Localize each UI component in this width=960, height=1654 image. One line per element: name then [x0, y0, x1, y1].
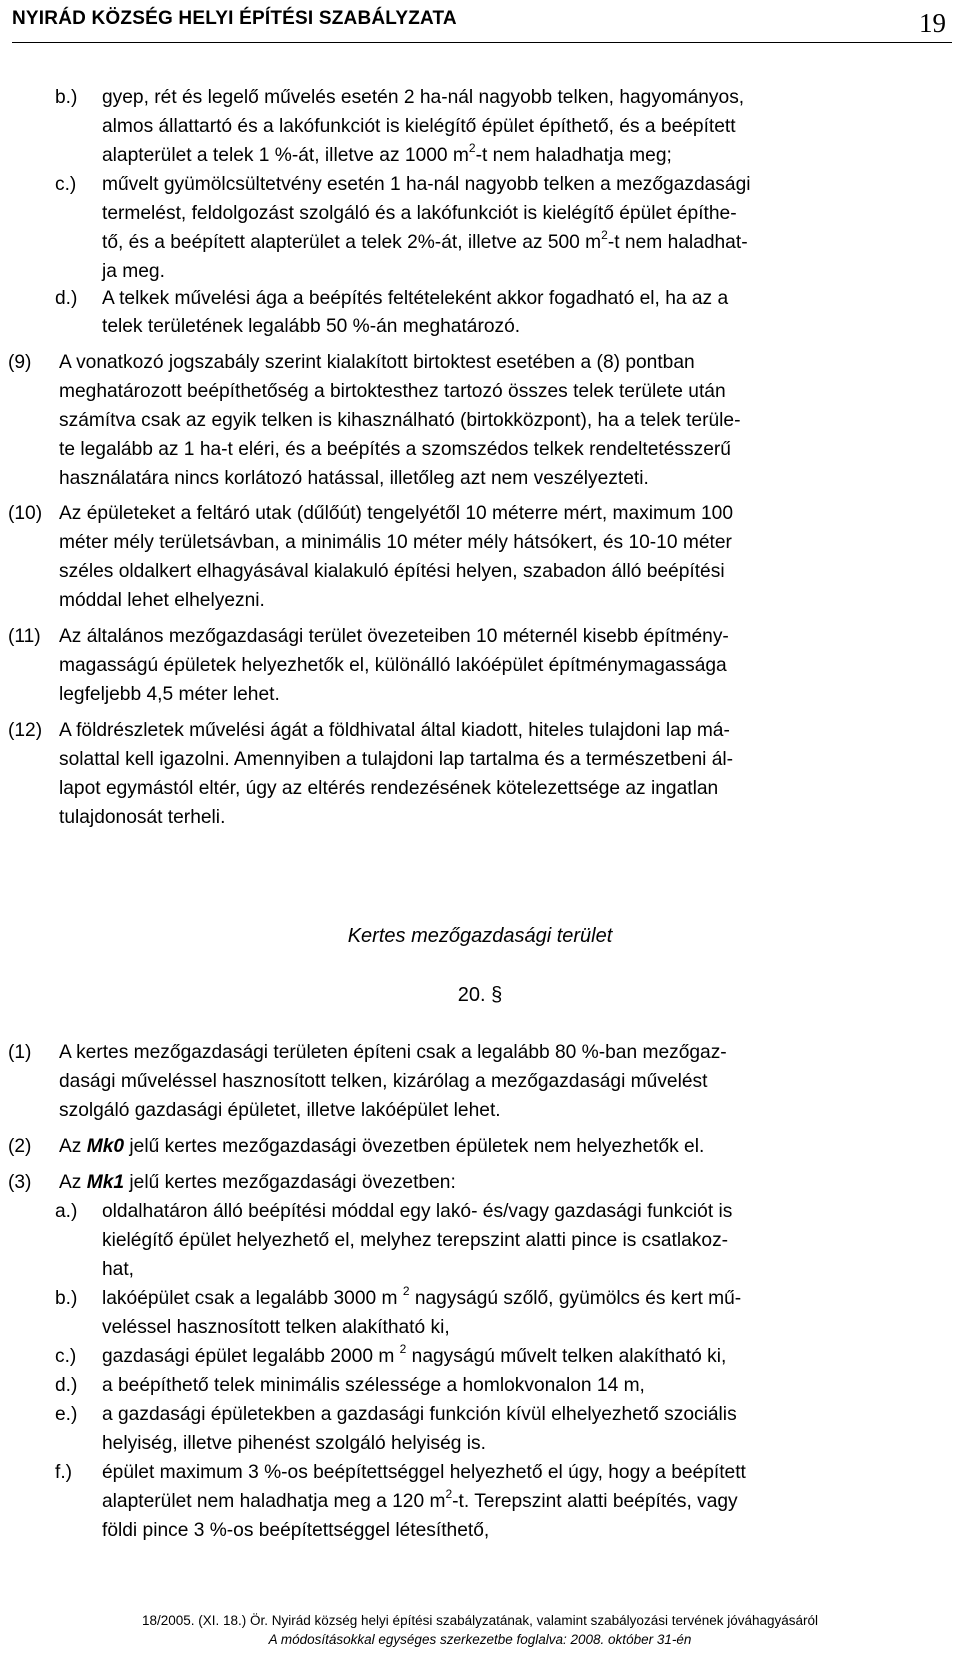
text-line: A kertes mezőgazdasági területen építeni csak a legalább 80 %-ban mezőgaz-: [59, 1042, 727, 1063]
text-line: használatára nincs korlátozó hatással, illetőleg azt nem veszélyezteti.: [59, 468, 649, 489]
header-title: NYIRÁD KÖZSÉG HELYI ÉPÍTÉSI SZABÁLYZATA: [12, 8, 457, 29]
zone-code: Mk0: [86, 1136, 125, 1157]
paragraph-label: (10): [8, 503, 43, 524]
item-label: b.): [55, 87, 78, 108]
footer-line-1: 18/2005. (XI. 18.) Ör. Nyirád község helyi építési szabályzatának, valamint szabályozási tervének jóváhagyásáról: [141, 1613, 819, 1628]
item-label: f.): [55, 1462, 73, 1483]
text-line: oldalhatáron álló beépítési móddal egy lakó- és/vagy gazdasági funkciót is: [102, 1201, 733, 1222]
text-line: épület maximum 3 %-os beépítettséggel helyezhető el úgy, hogy a beépített: [102, 1462, 746, 1483]
text-line: te legalább az 1 ha-t eléri, és a beépítés a szomszédos telkek rendeltetésszerű: [59, 439, 731, 460]
item-label: b.): [55, 1288, 78, 1309]
text-line: szolgáló gazdasági épületet, illetve lakóépület lehet.: [59, 1100, 501, 1121]
item-label: c.): [55, 1346, 77, 1367]
paragraph-label: (2): [8, 1136, 32, 1157]
paragraph-label: (3): [8, 1172, 32, 1193]
text-line: veléssel hasznosított telken alakítható ki,: [102, 1317, 450, 1338]
text-line: számítva csak az egyik telken is kihasználható (birtokközpont), ha a telek terüle-: [59, 410, 741, 431]
text-line: a gazdasági épületekben a gazdasági funkción kívül elhelyezhető szociális: [102, 1404, 737, 1425]
text-line: lapot egymástól eltér, úgy az eltérés rendezésének kötelezettsége az ingatlan: [59, 778, 719, 799]
item-label: a.): [55, 1201, 78, 1222]
text-line: A telkek művelési ága a beépítés feltételeként akkor fogadható el, ha az a: [102, 288, 729, 309]
section-title: Kertes mezőgazdasági terület: [347, 925, 613, 947]
paragraph-label: (12): [8, 720, 43, 741]
item-label: e.): [55, 1404, 78, 1425]
section-number: 20. §: [457, 984, 503, 1006]
paragraph-label: (1): [8, 1042, 32, 1063]
text-line: tő, és a beépített alapterület a telek 2%-át, illetve az 500 $m^2-t$ nem haladhat-: [102, 228, 748, 253]
page-number: 19: [919, 8, 946, 38]
paragraph-label: (9): [8, 352, 32, 373]
text-line: helyiség, illetve pihenést szolgáló helyiség is.: [102, 1433, 486, 1454]
text-line: termelést, feldolgozást szolgáló és a lakófunkciót is kielégítő épület építhe-: [102, 203, 737, 224]
item-label: d.): [55, 1375, 78, 1396]
text-line: lakóépület csak a legalább 3000 m $^2$ nagyságú szőlő, gyümölcs és kert mű-: [102, 1284, 742, 1309]
paragraph-label: (11): [8, 626, 41, 647]
text-line: alapterület a telek 1 %-át, illetve az 1000 $m^2-t$ nem haladhatja meg;: [102, 141, 672, 166]
text-line: Az általános mezőgazdasági terület övezeteiben 10 méternél kisebb építmény-: [59, 626, 729, 647]
footer-line-2: A módosításokkal egységes szerkezetbe foglalva: 2008. október 31-én: [268, 1632, 692, 1647]
text-line: kielégítő épület helyezhető el, melyhez terepszint alatti pince is csatlakoz-: [102, 1230, 729, 1251]
text-line: legfeljebb 4,5 méter lehet.: [59, 684, 280, 705]
page-header: [12, 6, 952, 43]
text-line: gazdasági épület legalább 2000 m $^2$ nagyságú művelt telken alakítható ki,: [102, 1342, 727, 1367]
text-line: almos állattartó és a lakófunkciót is kielégítő épület építhető, és a beépített: [102, 116, 736, 137]
text-line: Az Mk0 jelű kertes mezőgazdasági övezetben épületek nem helyezhetők el.: [59, 1136, 705, 1157]
text-line: tulajdonosát terheli.: [59, 807, 226, 828]
text-line: ja meg.: [102, 261, 165, 282]
text-line: dasági műveléssel hasznosított telken, kizárólag a mezőgazdasági művelést: [59, 1071, 708, 1092]
text-line: földi pince 3 %-os beépítettséggel létesíthető,: [102, 1520, 490, 1541]
text-line: méter mély területsávban, a minimális 10 méter mély hátsókert, és 10-10 méter: [59, 532, 732, 553]
text-line: művelt gyümölcsültetvény esetén 1 ha-nál nagyobb telken a mezőgazdasági: [102, 174, 751, 195]
item-label: c.): [55, 174, 77, 195]
text-line: telek területének legalább 50 %-án meghatározó.: [102, 316, 521, 337]
text-line: széles oldalkert elhagyásával kialakuló építési helyen, szabadon álló beépítési: [59, 561, 725, 582]
text-line: hat,: [102, 1259, 135, 1280]
text-line: solattal kell igazolni. Amennyiben a tulajdoni lap tartalma és a természetbeni ál-: [59, 749, 734, 770]
text-line: gyep, rét és legelő művelés esetén 2 ha-nál nagyobb telken, hagyományos,: [102, 87, 745, 108]
text-line: meghatározott beépíthetőség a birtoktesthez tartozó összes telek területe után: [59, 381, 726, 402]
text-line: móddal lehet elhelyezni.: [59, 590, 265, 611]
zone-code: Mk1: [86, 1172, 125, 1193]
item-label: d.): [55, 288, 78, 309]
text-line: Az épületeket a feltáró utak (dűlőút) tengelyétől 10 méterre mért, maximum 100: [59, 503, 734, 524]
text-line: Az Mk1 jelű kertes mezőgazdasági övezetben:: [59, 1172, 456, 1193]
text-line: A vonatkozó jogszabály szerint kialakított birtoktest esetében a (8) pontban: [59, 352, 695, 373]
text-line: alapterület nem haladhatja meg a 120 $m^2-t$. Terepszint alatti beépítés, vagy: [102, 1487, 738, 1512]
text-line: A földrészletek művelési ágát a földhivatal által kiadott, hiteles tulajdoni lap má-: [59, 720, 730, 741]
text-line: magasságú épületek helyezhetők el, különálló lakóépület építménymagassága: [59, 655, 727, 676]
text-line: a beépíthető telek minimális szélessége a homlokvonalon 14 m,: [102, 1375, 645, 1396]
